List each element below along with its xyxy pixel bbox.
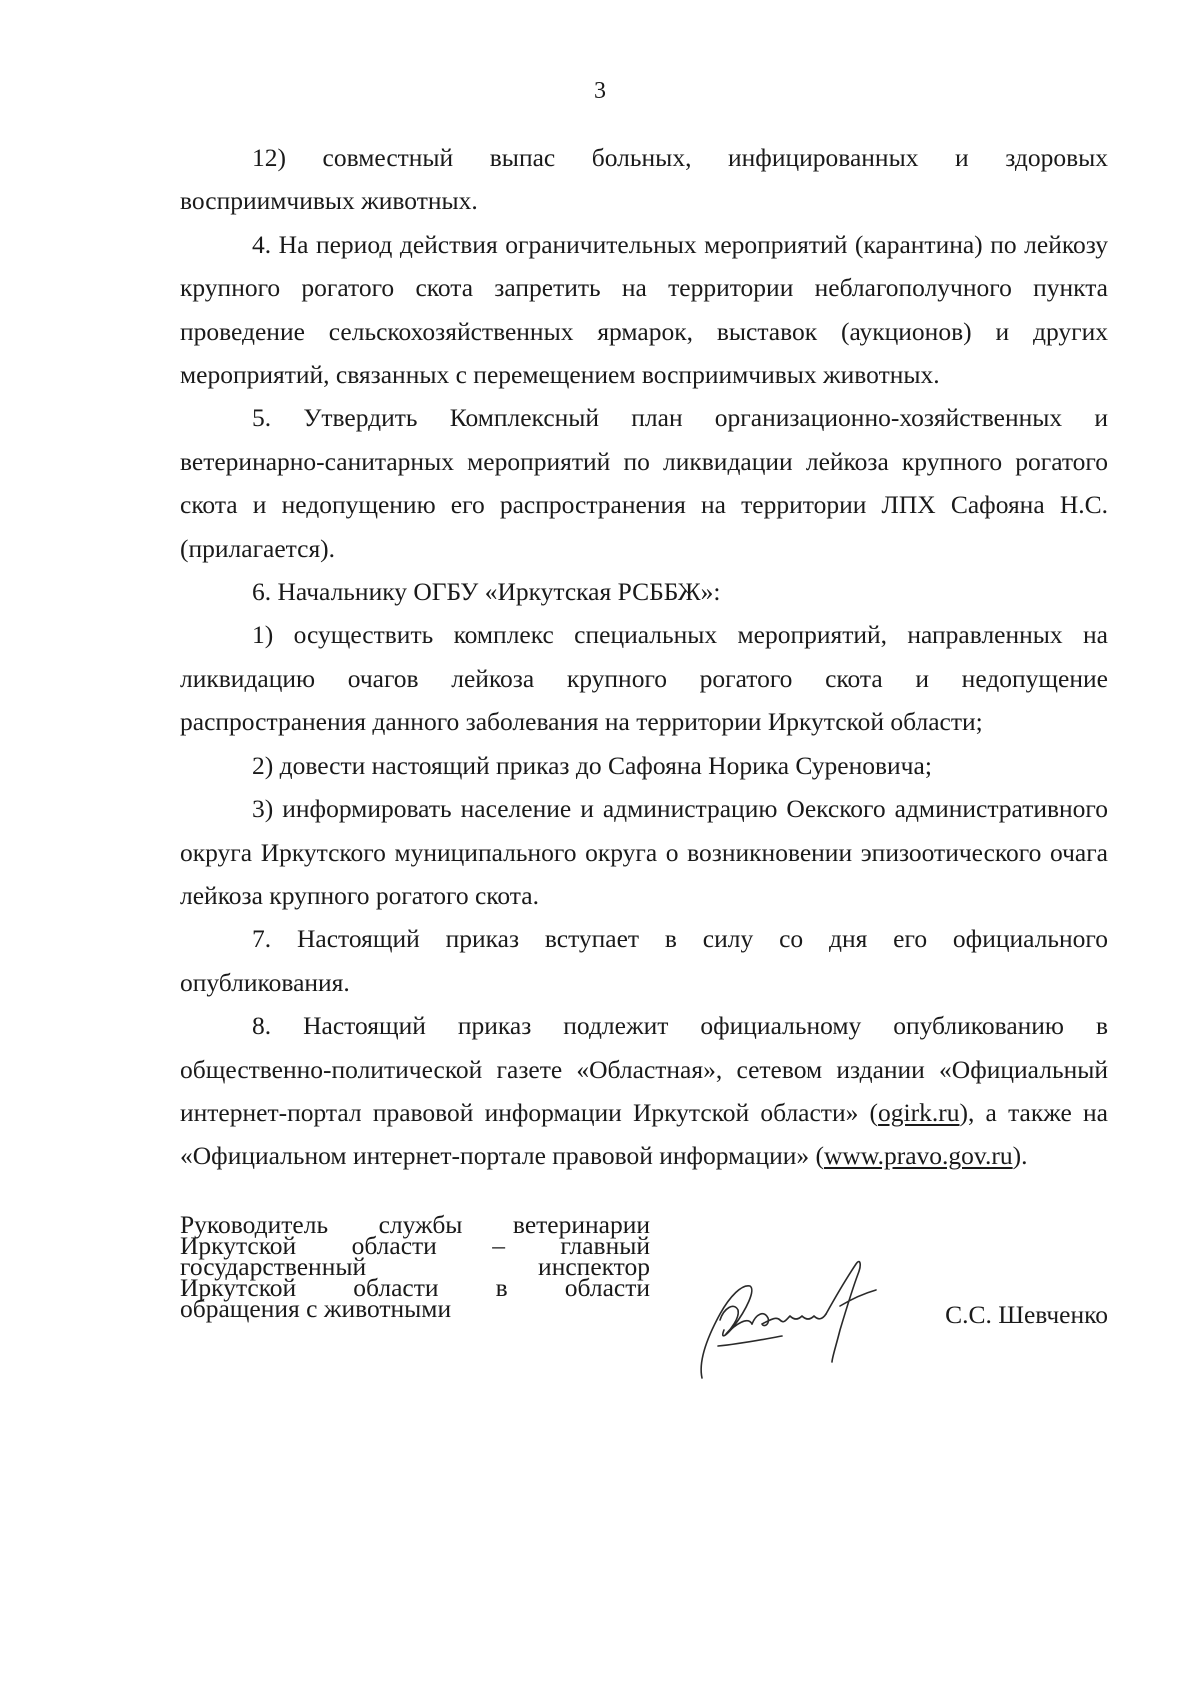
- signatory-position: [180, 1210, 650, 1323]
- position-line: Руководитель службы ветеринарии: [180, 1210, 650, 1239]
- pravo-gov-link[interactable]: www.pravo.gov.ru: [824, 1141, 1013, 1171]
- signer-name: С.С. Шевченко: [945, 1300, 1108, 1329]
- paragraph-8-text-start: 8. Настоящий приказ подлежит официальному опубликованию в общественно-политической газете «Областная», сетевом издании «Официальный интернет-портал правовой информации Иркутской области» (: [180, 1011, 1108, 1127]
- paragraph-8-text-middle: ), а также на «Официальном интернет-портале правовой информации» (: [180, 1097, 1108, 1171]
- position-line: Иркутской области – главный: [180, 1231, 650, 1260]
- paragraph-6-item-2: 2) довести настоящий приказ до Сафояна Норика Суреновича;: [252, 750, 932, 780]
- paragraph-6-item-1: 1) осуществить комплекс специальных мероприятий, направленных на ликвидацию очагов лейкоза крупного рогатого скота и недопущение распространения данного заболевания на территории Иркутской области;: [180, 620, 1108, 737]
- paragraph-8: [180, 1004, 1108, 1178]
- position-line: государственный инспектор: [180, 1252, 650, 1281]
- paragraph-item-12: 12) совместный выпас больных, инфицированных и здоровых восприимчивых животных.: [180, 143, 1108, 216]
- paragraph-6: 6. Начальнику ОГБУ «Иркутская РСББЖ»:: [252, 577, 721, 607]
- position-line: обращения с животными: [180, 1294, 452, 1323]
- handwritten-signature: [690, 1250, 920, 1390]
- page-number: 3: [594, 78, 606, 104]
- paragraph-6-item-3: 3) информировать население и администрацию Оекского административного округа Иркутского муниципального округа о возникновении эпизоотического очага лейкоза крупного рогатого скота.: [180, 794, 1108, 910]
- ogirk-link[interactable]: ogirk.ru: [878, 1097, 960, 1127]
- position-line: Иркутской области в области: [180, 1273, 650, 1302]
- paragraph-5: 5. Утвердить Комплексный план организационно-хозяйственных и ветеринарно-санитарных мероприятий по ликвидации лейкоза крупного рогатого скота и недопущению его распространения на территории ЛПХ Сафояна Н.С. (прилагается).: [180, 403, 1108, 563]
- document-body: [180, 136, 1108, 1178]
- paragraph-8-text-end: ).: [1012, 1141, 1028, 1171]
- paragraph-7: 7. Настоящий приказ вступает в силу со дня его официального опубликования.: [180, 924, 1108, 997]
- paragraph-4: 4. На период действия ограничительных мероприятий (карантина) по лейкозу крупного рогатого скота запретить на территории неблагополучного пункта проведение сельскохозяйственных ярмарок, выставок (аукционов) и других мероприятий, связанных с перемещением восприимчивых животных.: [180, 229, 1108, 390]
